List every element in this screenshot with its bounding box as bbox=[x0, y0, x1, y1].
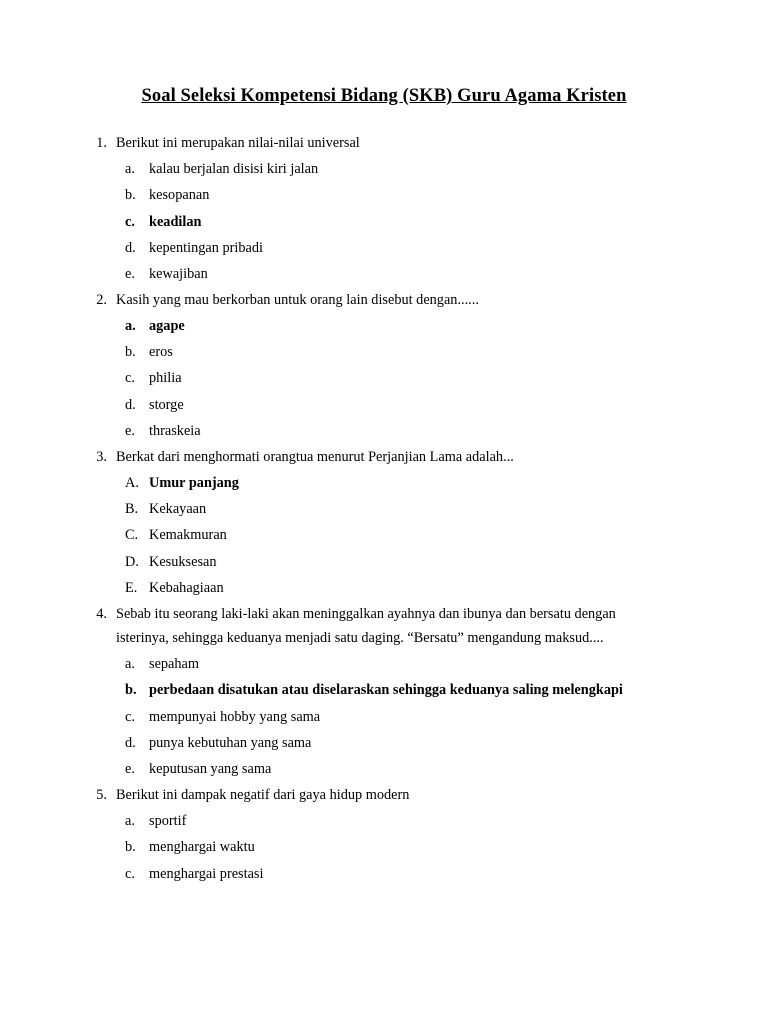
question-number: 3. bbox=[96, 448, 107, 465]
option-text: philia bbox=[149, 370, 182, 387]
question-number: 2. bbox=[96, 291, 107, 308]
question-block bbox=[92, 784, 676, 886]
option-text: sepaham bbox=[149, 656, 200, 673]
option-row[interactable] bbox=[92, 863, 676, 886]
option-label: b. bbox=[125, 682, 137, 699]
option-text: menghargai waktu bbox=[149, 839, 255, 856]
option-row[interactable] bbox=[92, 706, 676, 729]
option-text: perbedaan disatukan atau diselaraskan sehingga keduanya saling melengkapi bbox=[149, 682, 623, 699]
option-text: Umur panjang bbox=[149, 475, 239, 492]
option-text: storge bbox=[149, 396, 184, 413]
option-text: kepentingan pribadi bbox=[149, 239, 263, 256]
option-label: b. bbox=[125, 344, 136, 361]
option-row[interactable] bbox=[92, 836, 676, 859]
question-row bbox=[92, 446, 676, 469]
option-label: B. bbox=[125, 501, 139, 518]
option-label: d. bbox=[125, 734, 136, 751]
option-label: a. bbox=[125, 161, 135, 178]
option-text: agape bbox=[149, 318, 185, 335]
option-text: keputusan yang sama bbox=[149, 760, 272, 777]
question-block bbox=[92, 603, 676, 781]
option-label: b. bbox=[125, 839, 136, 856]
option-text: Kemakmuran bbox=[149, 527, 227, 544]
question-text: Berkat dari menghormati orangtua menurut Perjanjian Lama adalah... bbox=[116, 448, 514, 465]
option-row[interactable] bbox=[92, 679, 676, 702]
option-label: C. bbox=[125, 527, 139, 544]
option-label: c. bbox=[125, 213, 135, 230]
option-row[interactable] bbox=[92, 315, 676, 338]
option-label: a. bbox=[125, 318, 136, 335]
option-text: sportif bbox=[149, 813, 187, 830]
option-label: e. bbox=[125, 760, 135, 777]
option-row[interactable] bbox=[92, 498, 676, 521]
option-row[interactable] bbox=[92, 394, 676, 417]
option-label: e. bbox=[125, 265, 135, 282]
question-row bbox=[92, 784, 676, 807]
option-text: Kesuksesan bbox=[149, 553, 217, 570]
option-label: b. bbox=[125, 187, 136, 204]
option-label: c. bbox=[125, 708, 135, 725]
option-label: a. bbox=[125, 813, 135, 830]
question-number: 5. bbox=[96, 787, 107, 804]
option-label: a. bbox=[125, 656, 135, 673]
option-row[interactable] bbox=[92, 341, 676, 364]
option-row[interactable] bbox=[92, 577, 676, 600]
option-text: Kekayaan bbox=[149, 501, 207, 518]
option-text: keadilan bbox=[149, 213, 202, 230]
question-block bbox=[92, 289, 676, 443]
question-row bbox=[92, 289, 676, 312]
option-text: eros bbox=[149, 344, 173, 361]
option-row[interactable] bbox=[92, 732, 676, 755]
option-row[interactable] bbox=[92, 653, 676, 676]
option-row[interactable] bbox=[92, 263, 676, 286]
question-text: Berikut ini merupakan nilai-nilai universal bbox=[116, 135, 360, 152]
option-label: A. bbox=[125, 475, 139, 492]
option-text: mempunyai hobby yang sama bbox=[149, 708, 321, 725]
option-label: d. bbox=[125, 396, 136, 413]
option-row[interactable] bbox=[92, 758, 676, 781]
option-row[interactable] bbox=[92, 158, 676, 181]
option-row[interactable] bbox=[92, 367, 676, 390]
option-row[interactable] bbox=[92, 472, 676, 495]
option-label: E. bbox=[125, 579, 138, 596]
question-number: 1. bbox=[96, 135, 107, 152]
option-label: D. bbox=[125, 553, 139, 570]
option-row[interactable] bbox=[92, 184, 676, 207]
option-text: thraskeia bbox=[149, 422, 201, 439]
option-text: kewajiban bbox=[149, 265, 208, 282]
question-list bbox=[92, 132, 676, 886]
option-text: punya kebutuhan yang sama bbox=[149, 734, 312, 751]
option-text: Kebahagiaan bbox=[149, 579, 224, 596]
option-text: menghargai prestasi bbox=[149, 865, 264, 882]
option-label: c. bbox=[125, 865, 135, 882]
option-row[interactable] bbox=[92, 810, 676, 833]
question-number: 4. bbox=[96, 605, 107, 622]
question-text: Berikut ini dampak negatif dari gaya hidup modern bbox=[116, 787, 410, 804]
option-label: c. bbox=[125, 370, 135, 387]
option-text: kesopanan bbox=[149, 187, 210, 204]
question-block bbox=[92, 132, 676, 286]
question-block bbox=[92, 446, 676, 600]
option-row[interactable] bbox=[92, 211, 676, 234]
option-row[interactable] bbox=[92, 524, 676, 547]
option-row[interactable] bbox=[92, 420, 676, 443]
option-row[interactable] bbox=[92, 551, 676, 574]
question-text: Sebab itu seorang laki-laki akan meninggalkan ayahnya dan ibunya dan bersatu dengan isterinya, sehingga keduanya menjadi satu daging. “Bersatu” mengandung maksud.... bbox=[116, 605, 616, 646]
option-label: d. bbox=[125, 239, 136, 256]
question-text: Kasih yang mau berkorban untuk orang lain disebut dengan...... bbox=[116, 291, 479, 308]
page-title: Soal Seleksi Kompetensi Bidang (SKB) Guru Agama Kristen bbox=[141, 86, 627, 106]
question-row bbox=[92, 132, 676, 155]
option-row[interactable] bbox=[92, 237, 676, 260]
option-text: kalau berjalan disisi kiri jalan bbox=[149, 161, 319, 178]
option-label: e. bbox=[125, 422, 135, 439]
question-row bbox=[92, 603, 676, 650]
